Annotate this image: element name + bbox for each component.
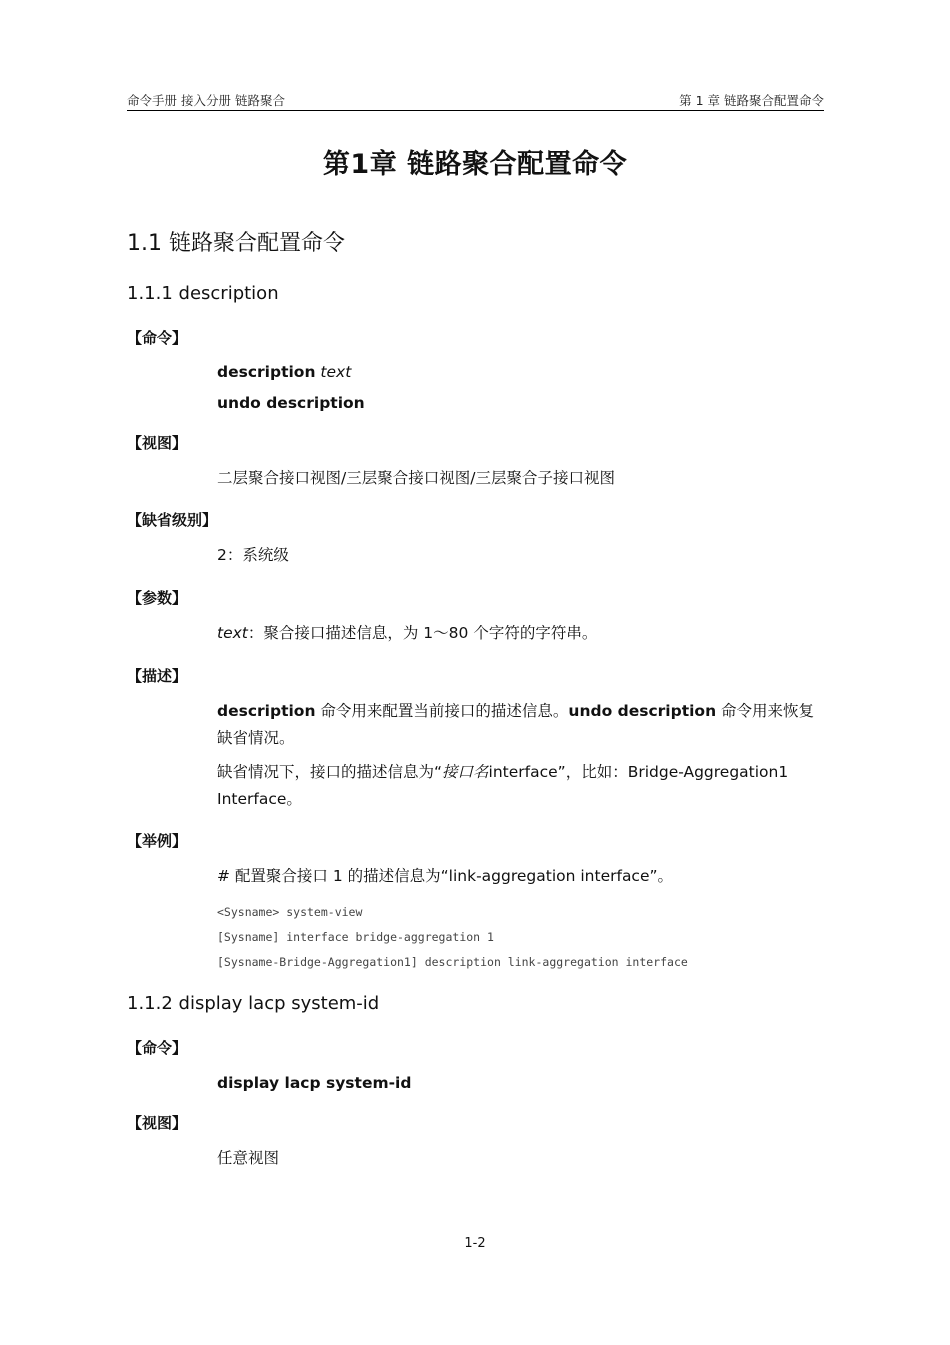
command-undo: undo description (217, 394, 365, 412)
parameter-name: text (217, 624, 248, 642)
label-view: 【视图】 (127, 434, 188, 452)
label-description: 【描述】 (127, 667, 188, 685)
description-paragraph-1 (217, 698, 825, 752)
label-example: 【举例】 (127, 832, 188, 850)
code-line-3: [Sysname-Bridge-Aggregation1] description link-aggregation interface (217, 955, 688, 969)
desc2-b: interface”，比如：Bridge-Aggregation1 Interface。 (217, 763, 789, 808)
subsection-title-display-lacp: 1.1.2 display lacp system-id (127, 993, 380, 1014)
page-number: 1-2 (464, 1236, 486, 1251)
label-command-2: 【命令】 (127, 1039, 188, 1057)
code-line-1: <Sysname> system-view (217, 905, 363, 919)
desc-keyword-2: undo description (568, 702, 717, 720)
view-text-2: 任意视图 (217, 1149, 280, 1167)
command-display-lacp: display lacp system-id (217, 1074, 412, 1092)
default-level-text: 2：系统级 (217, 546, 289, 564)
label-view-2: 【视图】 (127, 1114, 188, 1132)
parameter-line (217, 619, 597, 647)
label-parameters: 【参数】 (127, 589, 188, 607)
description-paragraph-2 (217, 759, 825, 813)
section-title: 1.1 链路聚合配置命令 (127, 231, 345, 256)
command-argument: text (320, 363, 352, 381)
command-line-2 (217, 389, 365, 417)
page-header (127, 90, 824, 111)
desc-keyword-1: description (217, 702, 316, 720)
header-left: 命令手册 接入分册 链路聚合 (127, 93, 285, 108)
command-keyword: description (217, 363, 316, 381)
command-line-display (217, 1069, 411, 1097)
label-command: 【命令】 (127, 329, 188, 347)
parameter-desc: ：聚合接口描述信息，为 1～80 个字符的字符串。 (247, 624, 598, 642)
desc-text-1: 命令用来配置当前接口的描述信息。 (315, 702, 569, 720)
label-default-level: 【缺省级别】 (127, 511, 218, 529)
subsection-title-description: 1.1.1 description (127, 283, 279, 304)
header-right: 第 1 章 链路聚合配置命令 (679, 93, 824, 108)
chapter-title: 第1章 链路聚合配置命令 (322, 149, 628, 180)
command-line-1 (217, 358, 351, 386)
desc-text-2: 命令用来恢复缺省情况。 (217, 702, 815, 747)
example-text: # 配置聚合接口 1 的描述信息为“link-aggregation interface”。 (217, 867, 674, 885)
view-text: 二层聚合接口视图/三层聚合接口视图/三层聚合子接口视图 (217, 469, 615, 487)
code-line-2: [Sysname] interface bridge-aggregation 1 (217, 930, 494, 944)
desc2-italic: 接口名 (442, 763, 489, 781)
desc2-a: 缺省情况下，接口的描述信息为“ (217, 763, 443, 781)
